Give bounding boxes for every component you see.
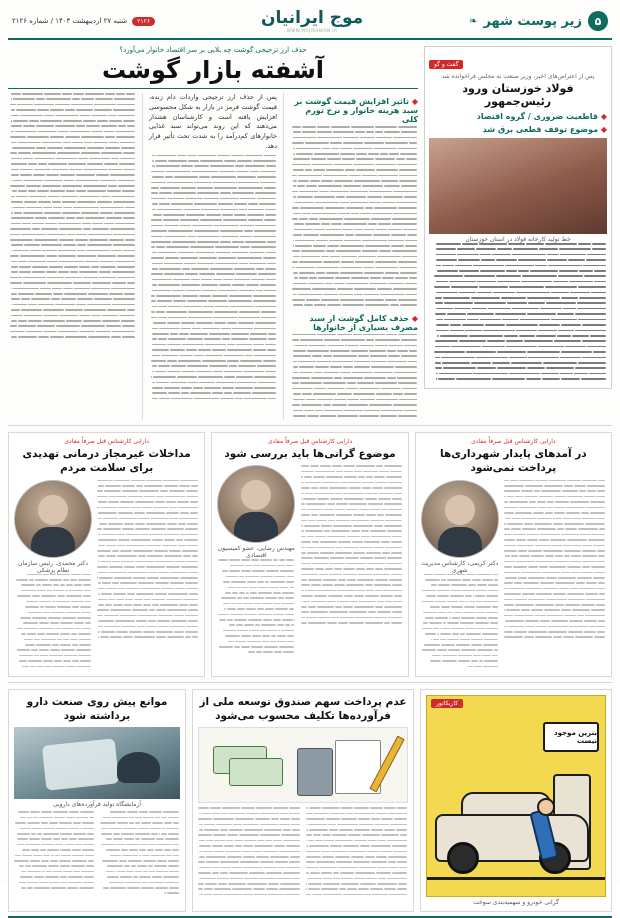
lab-photo: [14, 727, 180, 799]
headline-rule: [8, 88, 418, 89]
lead-body-col-3: [8, 93, 136, 342]
panel-2-text-b: [217, 559, 295, 656]
factory-photo: [429, 138, 607, 234]
diamond-icon-2: ◆: [411, 313, 418, 323]
panel-1-text-a: [97, 480, 199, 642]
person-head-icon: [537, 798, 555, 816]
panel-gerani: [211, 432, 408, 677]
panel-1-portrait: [14, 480, 92, 558]
lead-subhead-2-text: حذف کامل گوشت از سبد مصرف بسیاری از خانوارها: [309, 313, 418, 332]
panel-3-title: در آمدهای پایدار شهرداری‌ها پرداخت نمی‌شود: [440, 448, 587, 475]
leaf-icon: ❧: [469, 15, 478, 27]
bottom-area: [8, 689, 612, 912]
lead-kicker: حذف ارز ترجیحی گوشت چه بلایی بر سر اقتصاد خانوار می‌آورد؟: [119, 46, 307, 54]
interview-bullet-1-text: قاطعیت ضروری / گروه اقتصاد: [476, 112, 599, 121]
section-divider: [8, 425, 612, 426]
bullet-dot-icon: ◆: [600, 112, 607, 121]
lead-deck: پس از حذف ارز ترجیحی واردات دام زنده، قیمت گوشت قرمز در بازار به شکل محسوسی افزایش یافته است و کارشناسان هشدار می‌دهند که این روند می‌تواند سبد غذایی خانوارهای کم‌درآمد را به شدت تحت تأثیر قرار دهد.: [149, 93, 277, 150]
panel-2-title: موضوع گرانی‌ها باید بررسی شود: [224, 448, 396, 461]
panel-3-text-a: [504, 480, 606, 642]
panel-2-caption: مهندس رضایی، عضو کمیسیون اقتصادی: [217, 545, 295, 560]
masthead-right: [469, 11, 608, 31]
panel-3-caption: دکتر کریمی، کارشناس مدیریت شهری: [421, 559, 499, 574]
pharma-text-b: [14, 811, 95, 892]
lead-body-col-1: [290, 126, 418, 310]
masthead-logo: [260, 7, 364, 33]
ground-line: [427, 877, 605, 880]
panel-2-text-a: [300, 465, 402, 627]
lead-headline: آشفته بازار گوشت: [101, 56, 325, 84]
interview-bullet-1: [429, 112, 607, 121]
logo-text: موج ایرانیان: [260, 7, 364, 28]
column-divider-2: [142, 93, 143, 420]
interview-bullet-2: [429, 125, 607, 134]
interview-bullet-2-text: موضوع توقف قطعی برق شد: [482, 125, 599, 134]
issue-badge: ۲۱۲۶: [132, 17, 155, 26]
section-title: زیر پوست شهر: [483, 13, 582, 29]
masthead-left: [12, 17, 155, 26]
interview-body-text: [429, 243, 607, 384]
fund-article-title: عدم پرداخت سهم صندوق توسعه ملی از فرآورده‌ها تکلیف محسوب می‌شود: [199, 695, 407, 723]
lead-subhead-1: [290, 97, 418, 124]
fund-text-a: [306, 807, 409, 899]
page-number-badge: ۵: [588, 11, 608, 31]
bullet-dot-icon-2: ◆: [600, 125, 607, 134]
panel-shahrdari: [415, 432, 612, 677]
interview-tag: گفت و گو: [429, 60, 463, 69]
panel-1-title: مداخلات غیرمجاز درمانی تهدیدی برای سلامت مردم: [22, 448, 191, 475]
car-wheel-front: [447, 842, 479, 874]
lead-story: [8, 46, 418, 420]
cartoon-tag: کاریکاتور: [431, 699, 463, 708]
lead-body-col-1b: [290, 334, 418, 421]
column-divider: [283, 93, 284, 420]
panel-2-portrait: [217, 465, 295, 543]
panel-1-caption: دکتر محمدی، رئیس سازمان نظام پزشکی: [18, 559, 88, 574]
panel-darmani: [8, 432, 205, 677]
interview-title: فولاد خوزستان ورود رئیس‌جمهور: [462, 82, 574, 108]
cartoon-block: [420, 689, 612, 912]
interview-intro: پس از اعتراض‌های اخیر، وزیر صنعت به مجلس فراخوانده شد: [441, 73, 595, 80]
interview-box: [424, 46, 612, 389]
opinion-panels: [8, 432, 612, 677]
pharma-article-title: موانع پیش روی صنعت دارو برداشته شود: [26, 695, 168, 723]
cartoon-caption: گرانی خودرو و سهمیه‌بندی سوخت: [473, 898, 559, 906]
issue-date: شنبه ۲۷ اردیبهشت ۱۴۰۴ / شماره ۲۱۲۶: [12, 17, 128, 25]
lead-body-col-2: [149, 155, 277, 404]
diamond-icon: ◆: [411, 97, 418, 106]
pump-sign: بنزین موجود نیست: [543, 722, 599, 752]
cartoon-illustration: [426, 695, 606, 897]
fund-article: [192, 689, 414, 912]
calculator-shape: [297, 748, 333, 796]
panel-1-text-b: [14, 574, 92, 671]
factory-photo-caption: خط تولید کارخانه فولاد در استان خوزستان: [465, 236, 571, 243]
logo-latin: WWW.MOJIRANIAN.IR: [286, 27, 338, 33]
section-divider-2: [8, 682, 612, 683]
fund-text-b: [198, 807, 301, 899]
panel-3-portrait: [421, 480, 499, 558]
banknote-shape-2: [229, 758, 283, 786]
lead-subhead-1-text: تاثیر افزایش قیمت گوشت بر سبد هزینه خانوار و نرخ تورم کلی: [294, 97, 418, 124]
pharma-article: [8, 689, 186, 912]
panel-1-head: دارابی کارشناس قبل صرفاً مفادی: [64, 438, 149, 446]
panel-3-head: دارابی کارشناس قبل صرفاً مفادی: [471, 438, 556, 446]
lead-subhead-2: [290, 314, 418, 332]
lead-area: [8, 46, 612, 420]
masthead: [8, 6, 612, 40]
interview-column: [424, 46, 612, 420]
panel-3-text-b: [421, 574, 499, 671]
lab-photo-caption: آزمایشگاه تولید فرآورده‌های دارویی: [52, 801, 142, 809]
finance-illustration: [198, 727, 408, 803]
panel-2-head: دارابی کارشناس قبل صرفاً مفادی: [267, 438, 353, 446]
